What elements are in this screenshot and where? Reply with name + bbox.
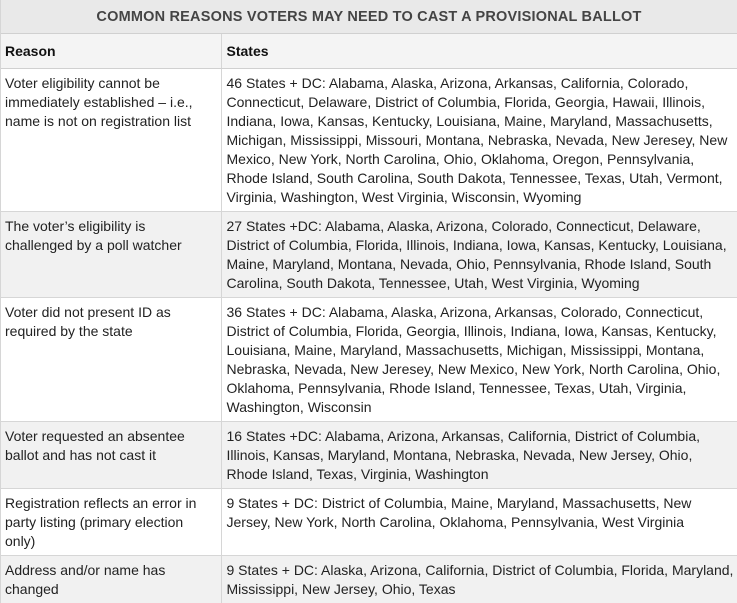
states-cell: 9 States + DC: District of Columbia, Maine, Maryland, Massachusetts, New Jersey, New York, North Carolina, Oklahoma, Pennsylvania, West Virginia <box>221 489 737 556</box>
states-cell: 9 States + DC: Alaska, Arizona, California, District of Columbia, Florida, Maryland, Mississippi, New Jersey, Ohio, Texas <box>221 556 737 603</box>
states-cell: 36 States + DC: Alabama, Alaska, Arizona, Arkansas, Colorado, Connecticut, District of Columbia, Florida, Georgia, Illinois, Indiana, Iowa, Kansas, Kentucky, Louisiana, Maine, Maryland, Massachusetts, Michigan, Mississippi, Montana, Nebraska, Nevada, New Jeresey, New Mexico, New York, North Carolina, Ohio, Oklahoma, Pennsylvania, Rhode Island, Tennessee, Texas, Utah, Virginia, Washington, Wisconsin <box>221 298 737 422</box>
reason-cell: Voter requested an absentee ballot and has not cast it <box>1 422 221 489</box>
table-row <box>1 69 737 212</box>
reason-cell: Address and/or name has changed <box>1 556 221 603</box>
table-title: COMMON REASONS VOTERS MAY NEED TO CAST A PROVISIONAL BALLOT <box>1 0 737 34</box>
table-row <box>1 298 737 422</box>
table-row <box>1 556 737 603</box>
reason-cell: Registration reflects an error in party listing (primary election only) <box>1 489 221 556</box>
reason-cell: The voter’s eligibility is challenged by a poll watcher <box>1 212 221 298</box>
states-cell: 27 States +DC: Alabama, Alaska, Arizona, Colorado, Connecticut, Delaware, District of Columbia, Florida, Illinois, Indiana, Iowa, Kansas, Kentucky, Louisiana, Maine, Maryland, Montana, Nevada, Ohio, Pennsylvania, Rhode Island, South Carolina, South Dakota, Tennessee, Utah, West Virginia, Wyoming <box>221 212 737 298</box>
header-states: States <box>221 34 737 69</box>
reason-cell: Voter did not present ID as required by the state <box>1 298 221 422</box>
reasons-table <box>1 34 737 603</box>
header-row <box>1 34 737 69</box>
table-row <box>1 212 737 298</box>
header-reason: Reason <box>1 34 221 69</box>
table-row <box>1 489 737 556</box>
states-cell: 46 States + DC: Alabama, Alaska, Arizona, Arkansas, California, Colorado, Connecticut, Delaware, District of Columbia, Florida, Georgia, Hawaii, Illinois, Indiana, Iowa, Kansas, Kentucky, Louisiana, Maine, Maryland, Massachusetts, Michigan, Mississippi, Missouri, Montana, Nebraska, Nevada, New Jeresey, New Mexico, New York, North Carolina, Ohio, Oklahoma, Oregon, Pennsylvania, Rhode Island, South Carolina, South Dakota, Tennessee, Texas, Utah, Vermont, Virginia, Washington, West Virginia, Wisconsin, Wyoming <box>221 69 737 212</box>
states-cell: 16 States +DC: Alabama, Arizona, Arkansas, California, District of Columbia, Illinois, Kansas, Maryland, Montana, Nebraska, Nevada, New Jersey, Ohio, Rhode Island, Texas, Virginia, Washington <box>221 422 737 489</box>
reason-cell: Voter eligibility cannot be immediately established – i.e., name is not on registration list <box>1 69 221 212</box>
table-row <box>1 422 737 489</box>
